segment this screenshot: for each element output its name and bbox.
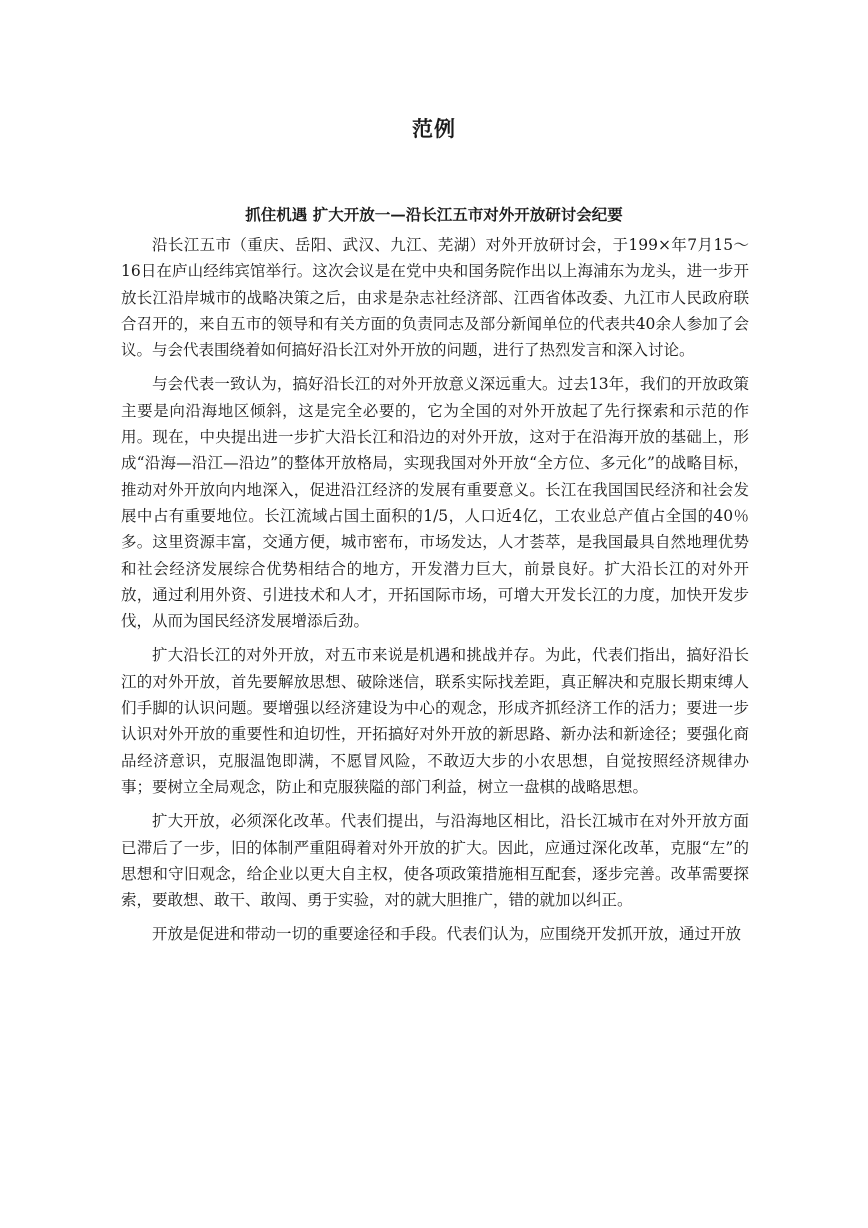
- page-title: 范例: [412, 117, 456, 141]
- document-body: [121, 232, 749, 956]
- paragraph-1: 沿长江五市（重庆、岳阳、武汉、九江、芜湖）对外开放研讨会，于199×年7月15～16日在庐山经纬宾馆举行。这次会议是在党中央和国务院作出以上海浦东为龙头，进一步开放长江沿岸城市的战略决策之后，由求是杂志社经济部、江西省体改委、九江市人民政府联合召开的，来自五市的领导和有关方面的负责同志及部分新闻单位的代表共40余人参加了会议。与会代表围绕着如何搞好沿长江对外开放的问题，进行了热烈发言和深入讨论。: [121, 236, 749, 360]
- paragraph-4: 扩大开放，必须深化改革。代表们提出，与沿海地区相比，沿长江城市在对外开放方面已滞后了一步，旧的体制严重阻碍着对外开放的扩大。因此，应通过深化改革，克服“左”的思想和守旧观念，给企业以更大自主权，使各项政策措施相互配套，逐步完善。改革需要探索，要敢想、敢干、敢闯、勇于实验，对的就大胆推广，错的就加以纠正。: [121, 812, 749, 910]
- paragraph-5: 开放是促进和带动一切的重要途径和手段。代表们认为，应围绕开发抓开放，通过开放: [152, 925, 742, 944]
- document-subtitle: 抓住机遇 扩大开放一—沿长江五市对外开放研讨会纪要: [245, 205, 623, 224]
- paragraph-2: 与会代表一致认为，搞好沿长江的对外开放意义深远重大。过去13年，我们的开放政策主要是向沿海地区倾斜，这是完全必要的，它为全国的对外开放起了先行探索和示范的作用。现在，中央提出进一步扩大沿长江和沿边的对外开放，这对于在沿海开放的基础上，形成“沿海—沿江—沿边”的整体开放格局，实现我国对外开放“全方位、多元化”的战略目标，推动对外开放向内地深入，促进沿江经济的发展有重要意义。长江在我国国民经济和社会发展中占有重要地位。长江流域占国土面积的1/5，人口近4亿，工农业总产值占全国的40％多。这里资源丰富，交通方便，城市密布，市场发达，人才荟萃，是我国最具自然地理优势和社会经济发展综合优势相结合的地方，开发潜力巨大，前景良好。扩大沿长江的对外开放，通过利用外资、引进技术和人才，开拓国际市场，可增大开发长江的力度，加快开发步伐，从而为国民经济发展增添后劲。: [121, 375, 749, 631]
- paragraph-3: 扩大沿长江的对外开放，对五市来说是机遇和挑战并存。为此，代表们指出，搞好沿长江的对外开放，首先要解放思想、破除迷信，联系实际找差距，真正解决和克服长期束缚人们手脚的认识问题。要增强以经济建设为中心的观念，形成齐抓经济工作的活力；要进一步认识对外开放的重要性和迫切性，开拓搞好对外开放的新思路、新办法和新途径；要强化商品经济意识，克服温饱即满，不愿冒风险，不敢迈大步的小农思想，自觉按照经济规律办事；要树立全局观念，防止和克服狭隘的部门利益，树立一盘棋的战略思想。: [121, 646, 749, 796]
